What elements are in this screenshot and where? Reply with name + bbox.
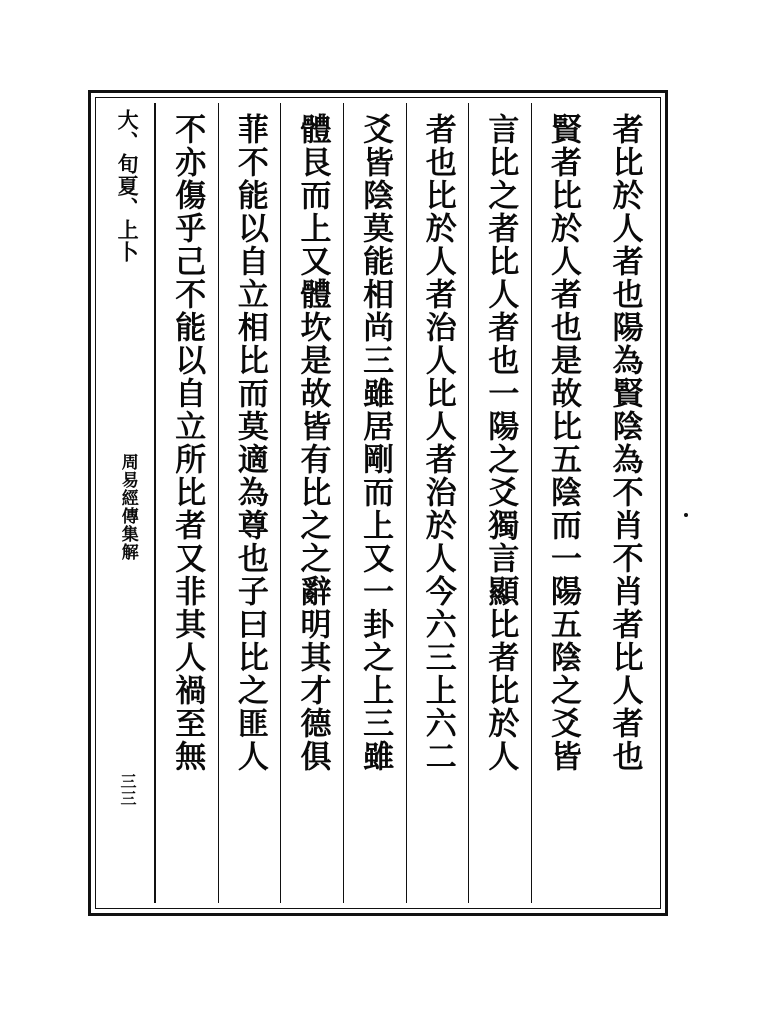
page-number: 三三 [118,773,137,807]
column-text: 菲不能以自立相比而莫適為尊也子曰比之匪人 [231,113,268,773]
column-text: 言比之者比人者也一陽之爻獨言顯比者比於人 [482,113,519,773]
book-title-strip: 周易經傳集解 [117,453,138,561]
text-block-frame [88,90,668,916]
vertical-text-columns [101,103,655,903]
text-column-6 [280,103,343,903]
column-text: 者比於人者也陽為賢陰為不肖不肖者比人者也 [606,113,643,773]
strip-header-mark: 大、旬夏、上卜 [115,109,141,263]
text-column-8 [155,103,218,903]
text-column-7 [218,103,281,903]
text-column-5 [343,103,406,903]
ink-speck [684,513,688,517]
text-column-1 [593,103,655,903]
text-column-4 [406,103,469,903]
column-text: 不亦傷乎己不能以自立所比者又非其人禍至無 [169,113,206,773]
column-text: 體艮而上又體坎是故皆有比之之辭明其才德俱 [294,113,331,773]
text-column-2 [531,103,594,903]
text-column-3 [468,103,531,903]
column-text: 爻皆陰莫能相尚三雖居剛而上又一卦之上三雖 [357,113,394,773]
column-text: 者也比於人者治人比人者治於人今六三上六二 [419,113,456,773]
column-text: 賢者比於人者也是故比五陰而一陽五陰之爻皆 [545,113,582,773]
center-fold-strip [101,103,155,903]
